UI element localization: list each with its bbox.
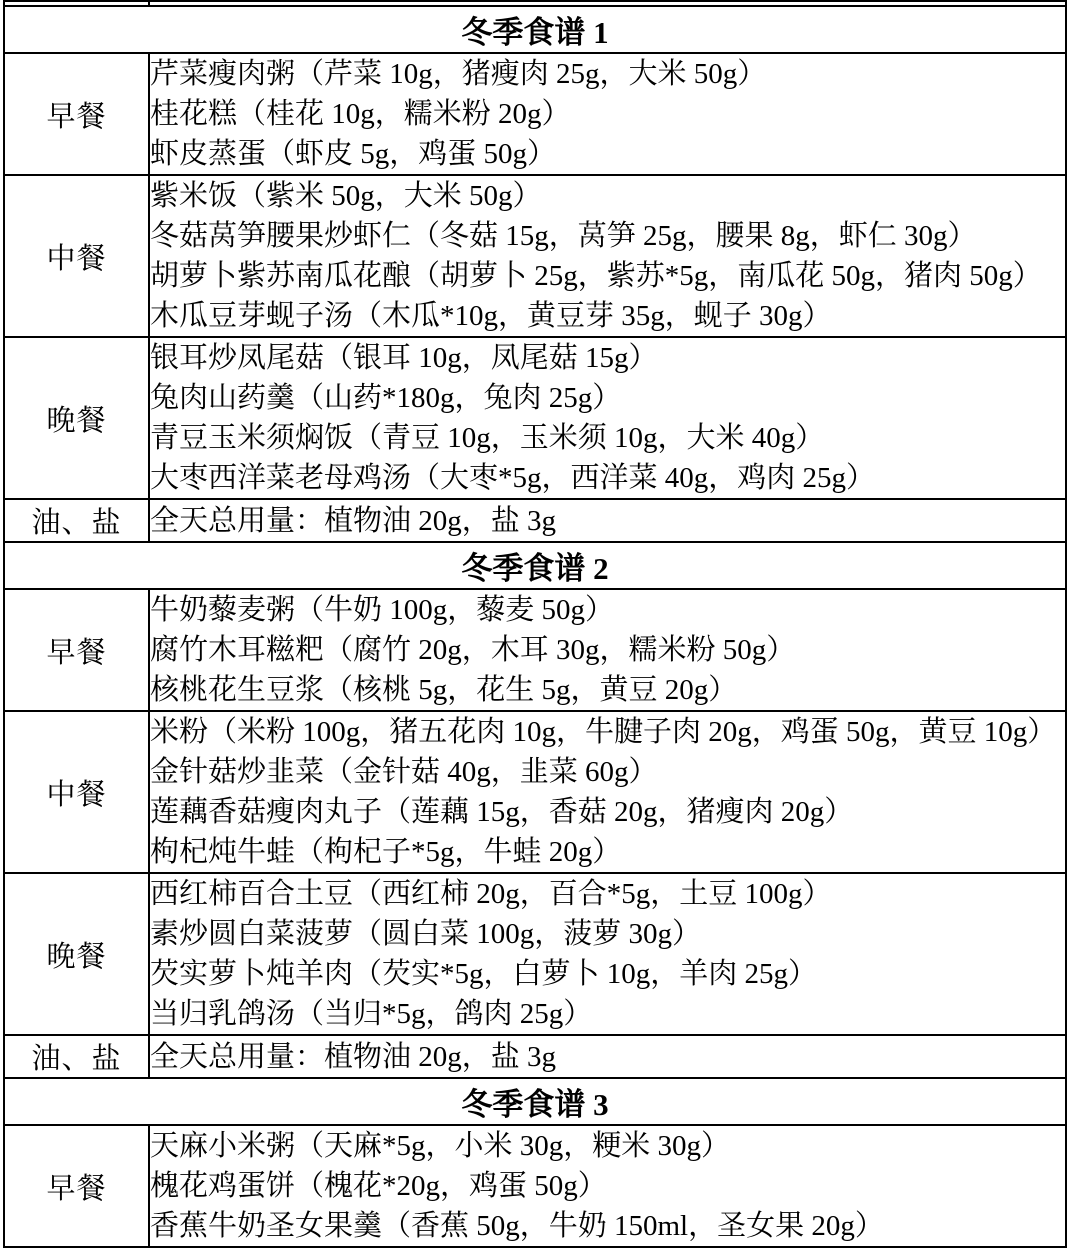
meal-content-cell (149, 499, 1066, 542)
section-header-row (4, 542, 1066, 589)
dish-line: 全天总用量：植物油 20g，盐 3g (150, 1040, 557, 1073)
dish-line: 冬菇莴笋腰果炒虾仁（冬菇 15g，莴笋 25g，腰果 8g，虾仁 30g） (150, 220, 977, 252)
meal-row (4, 711, 1066, 873)
dish-line: 芡实萝卜炖羊肉（芡实*5g，白萝卜 10g，羊肉 25g） (150, 958, 818, 990)
meal-row (4, 589, 1066, 711)
meal-label: 油、盐 (4, 1035, 149, 1078)
meal-row (4, 873, 1066, 1035)
meal-label: 油、盐 (4, 499, 149, 542)
meal-label: 早餐 (4, 53, 149, 175)
meal-label: 早餐 (4, 1125, 149, 1247)
dish-line: 米粉（米粉 100g，猪五花肉 10g，牛腱子肉 20g，鸡蛋 50g，黄豆 10g） (150, 716, 1057, 748)
dish-line: 牛奶藜麦粥（牛奶 100g，藜麦 50g） (150, 594, 615, 626)
meal-row (4, 499, 1066, 542)
meal-content-cell (149, 337, 1066, 499)
dish-line: 全天总用量：植物油 20g，盐 3g (150, 504, 557, 537)
dish-line: 天麻小米粥（天麻*5g，小米 30g，粳米 30g） (150, 1130, 731, 1162)
dish-line: 核桃花生豆浆（核桃 5g，花生 5g，黄豆 20g） (150, 674, 738, 706)
meal-label: 晚餐 (4, 873, 149, 1035)
winter-menu-table (3, 0, 1067, 1248)
menu-table-body (4, 1, 1066, 1247)
dish-line: 莲藕香菇瘦肉丸子（莲藕 15g，香菇 20g，猪瘦肉 20g） (150, 796, 854, 828)
dish-line: 腐竹木耳糍粑（腐竹 20g，木耳 30g，糯米粉 50g） (150, 634, 796, 666)
section-header-row (4, 6, 1066, 53)
dish-line: 青豆玉米须焖饭（青豆 10g，玉米须 10g，大米 40g） (150, 422, 825, 454)
dish-line: 槐花鸡蛋饼（槐花*20g，鸡蛋 50g） (150, 1170, 607, 1202)
section-title: 冬季食谱 2 (4, 542, 1066, 589)
meal-content-cell (149, 175, 1066, 337)
meal-content-cell (149, 1125, 1066, 1247)
dish-line: 桂花糕（桂花 10g，糯米粉 20g） (150, 98, 571, 130)
section-title: 冬季食谱 1 (4, 6, 1066, 53)
dish-line: 兔肉山药羹（山药*180g，兔肉 25g） (150, 382, 622, 414)
meal-row (4, 1035, 1066, 1078)
meal-row (4, 1125, 1066, 1247)
dish-line: 当归乳鸽汤（当归*5g，鸽肉 25g） (150, 998, 593, 1030)
meal-label: 晚餐 (4, 337, 149, 499)
dish-line: 木瓜豆芽蚬子汤（木瓜*10g，黄豆芽 35g，蚬子 30g） (150, 300, 832, 332)
dish-line: 虾皮蒸蛋（虾皮 5g，鸡蛋 50g） (150, 138, 557, 170)
meal-label: 早餐 (4, 589, 149, 711)
dish-line: 素炒圆白菜菠萝（圆白菜 100g，菠萝 30g） (150, 918, 702, 950)
meal-content-cell (149, 873, 1066, 1035)
meal-content-cell (149, 1035, 1066, 1078)
meal-row (4, 53, 1066, 175)
dish-line: 紫米饭（紫米 50g，大米 50g） (150, 180, 542, 212)
meal-label: 中餐 (4, 175, 149, 337)
dish-line: 西红柿百合土豆（西红柿 20g，百合*5g，土豆 100g） (150, 878, 832, 910)
meal-content-cell (149, 711, 1066, 873)
meal-content-cell (149, 53, 1066, 175)
dish-line: 胡萝卜紫苏南瓜花酿（胡萝卜 25g，紫苏*5g，南瓜花 50g，猪肉 50g） (150, 260, 1042, 292)
section-title: 冬季食谱 3 (4, 1078, 1066, 1125)
meal-label: 中餐 (4, 711, 149, 873)
section-header-row (4, 1078, 1066, 1125)
meal-content-cell (149, 589, 1066, 711)
dish-line: 金针菇炒韭菜（金针菇 40g，韭菜 60g） (150, 756, 658, 788)
dish-line: 银耳炒凤尾菇（银耳 10g，凤尾菇 15g） (150, 342, 658, 374)
dish-line: 枸杞炖牛蛙（枸杞子*5g，牛蛙 20g） (150, 836, 622, 868)
meal-row (4, 337, 1066, 499)
dish-line: 大枣西洋菜老母鸡汤（大枣*5g，西洋菜 40g，鸡肉 25g） (150, 462, 876, 494)
dish-line: 芹菜瘦肉粥（芹菜 10g，猪瘦肉 25g，大米 50g） (150, 58, 767, 90)
meal-row (4, 175, 1066, 337)
dish-line: 香蕉牛奶圣女果羹（香蕉 50g，牛奶 150ml，圣女果 20g） (150, 1210, 884, 1242)
